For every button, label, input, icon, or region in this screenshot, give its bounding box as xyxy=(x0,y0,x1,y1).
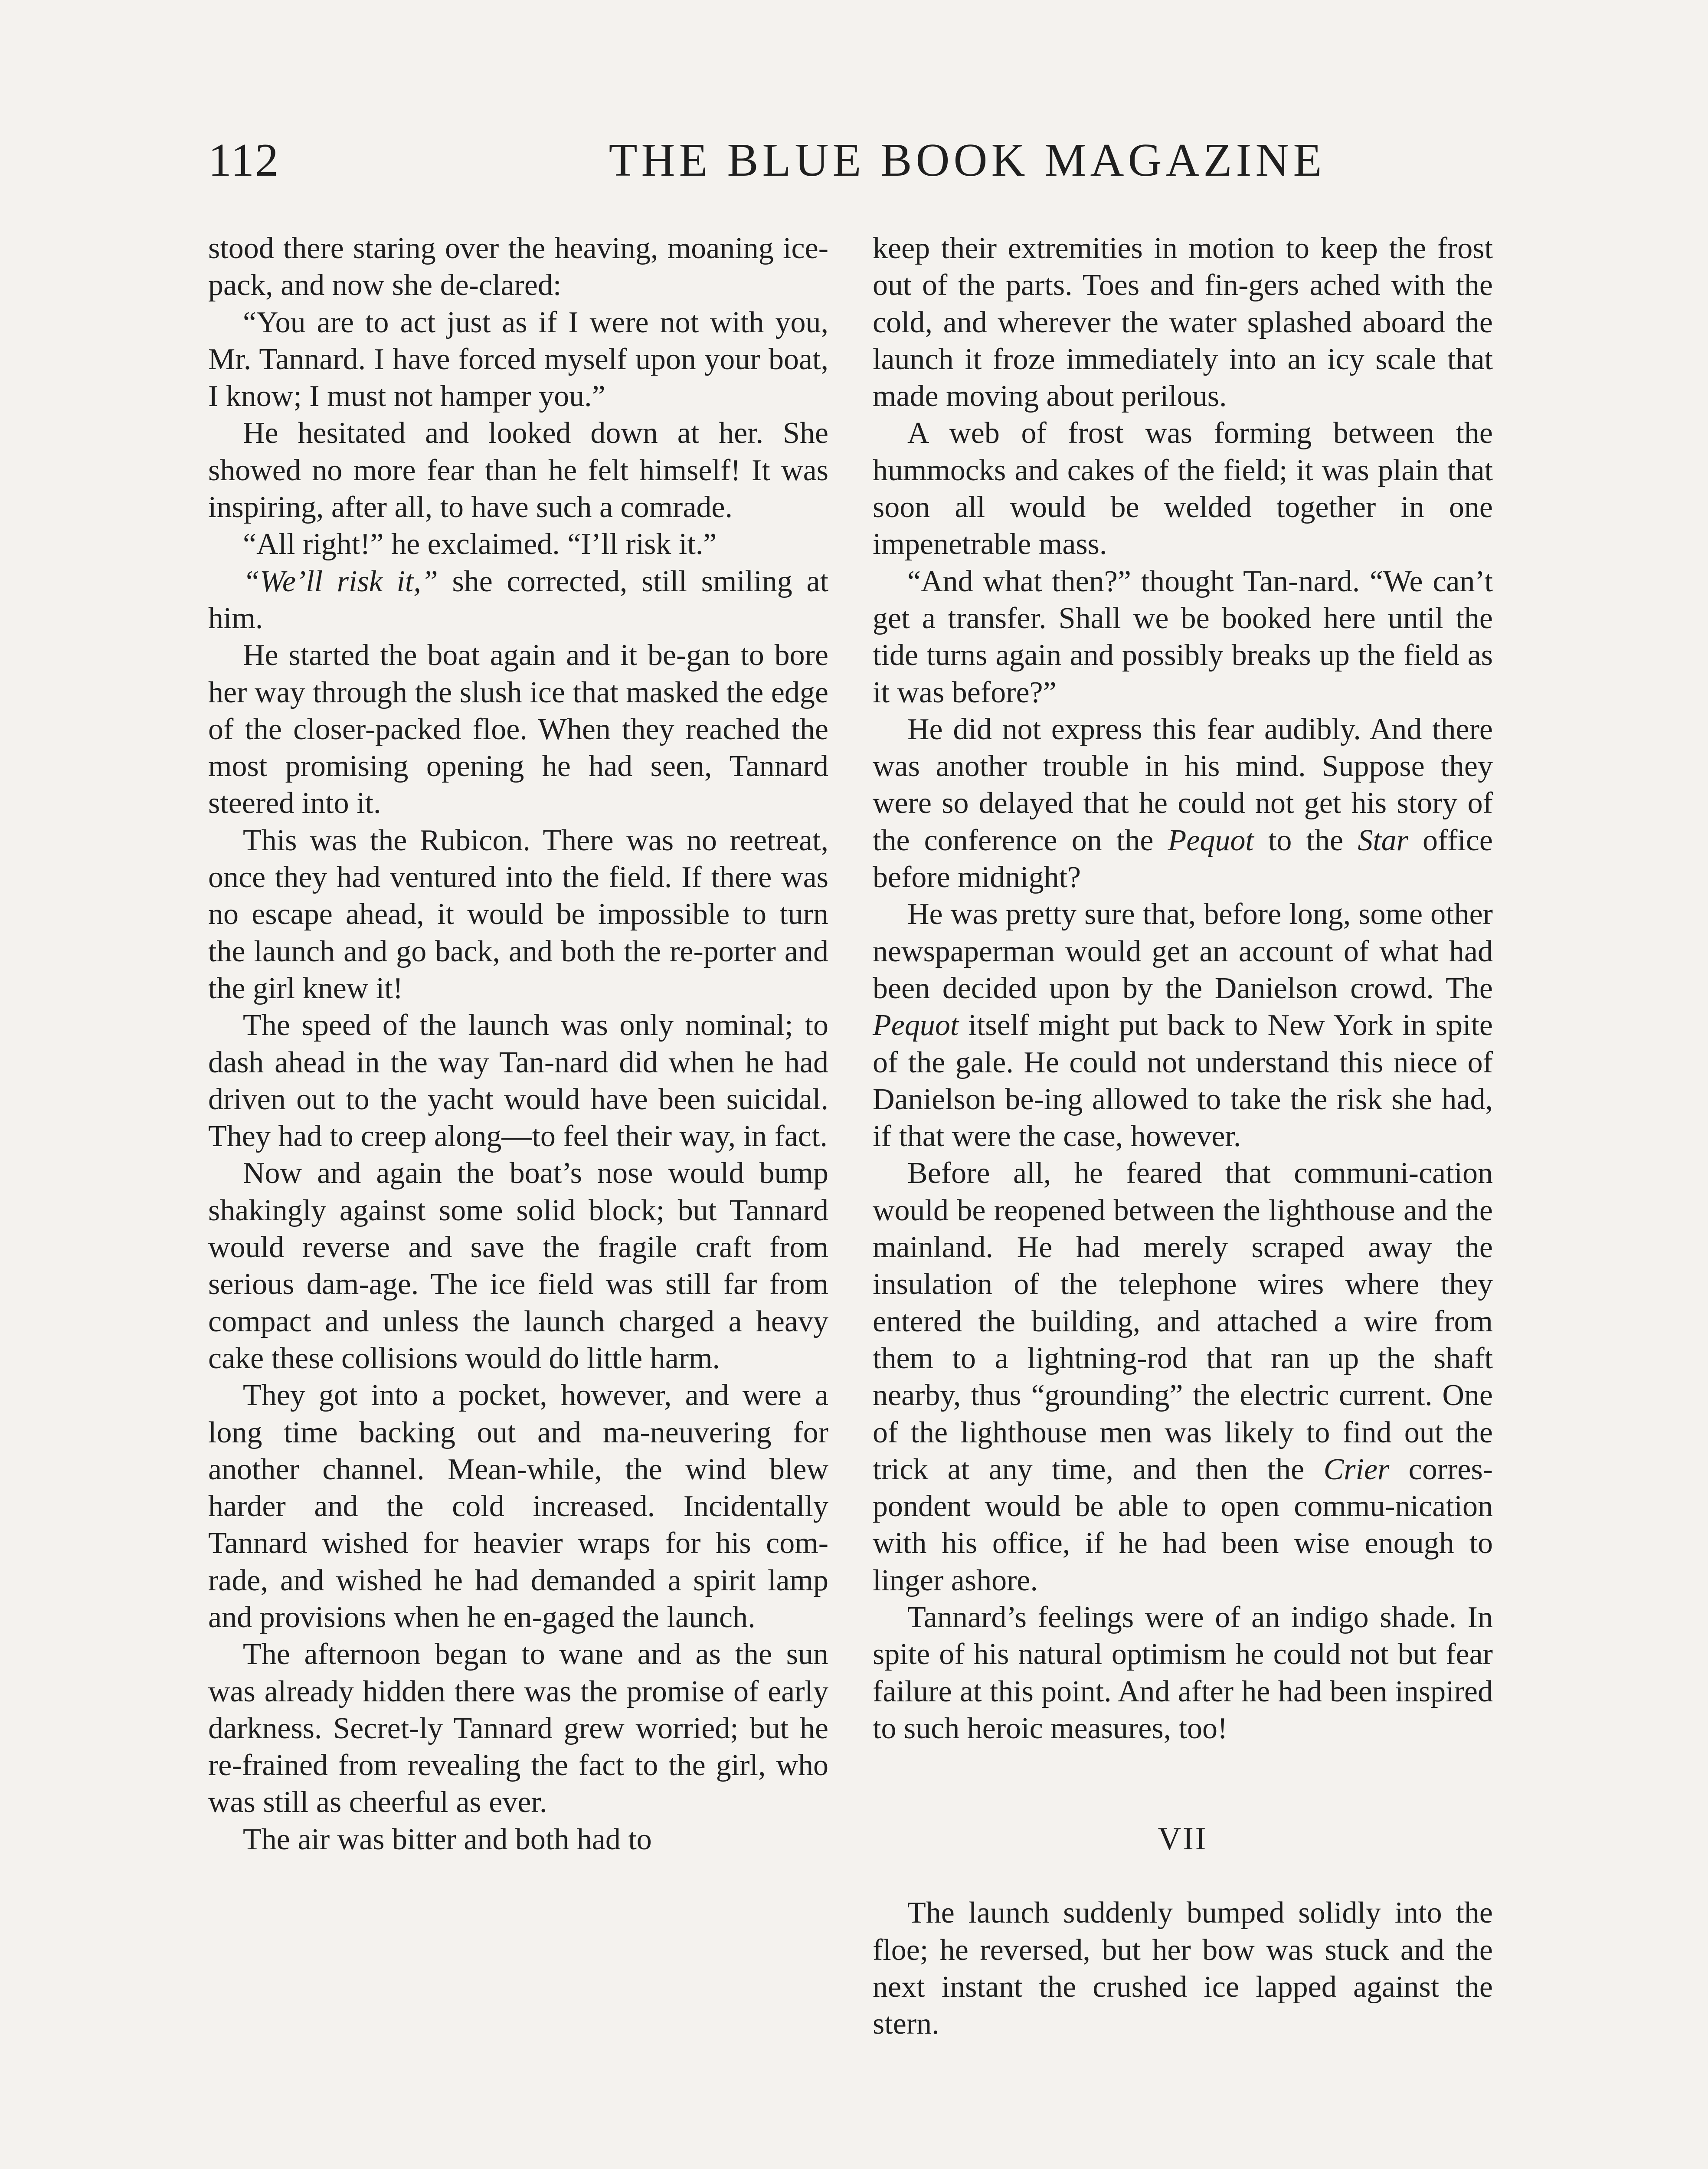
paragraph: The speed of the launch was only nominal; to dash ahead in the way Tan-nard did when he had driven out to the yacht would have been suicidal. They had to creep along—to feel their way, in fact. xyxy=(208,1009,828,1153)
paragraph: He started the boat again and it be-gan to bore her way through the slush ice that masked the edge of the closer-packed floe. When they reached the most promising opening he had seen, Tannard steered into it. xyxy=(208,639,828,820)
paragraph: The air was bitter and both had to xyxy=(243,1822,652,1856)
paragraph xyxy=(873,896,1493,1155)
ship-name-pequot: Pequot xyxy=(873,1009,959,1042)
paragraph-text: she corrected, still smiling at him. xyxy=(208,564,829,635)
paragraph-text: to the xyxy=(1253,823,1358,857)
paragraph-text: office before midnight? xyxy=(873,823,1493,894)
page-header xyxy=(208,126,1501,204)
paragraph-text: corres-pondent would be able to open commu-nication with his office, if he had been wise enough to linger ashore. xyxy=(873,1452,1493,1597)
ship-name-pequot: Pequot xyxy=(1168,823,1254,857)
paragraph: This was the Rubicon. There was no reetreat, once they had ventured into the field. If there was no escape ahead, it would be impossible to turn the launch and go back, and both the re-porter and the girl knew it! xyxy=(208,823,828,1005)
paragraph: stood there staring over the heaving, moaning ice-pack, and now she de-clared: xyxy=(208,232,828,302)
right-text-column xyxy=(873,230,1493,2043)
paragraph-text: He was pretty sure that, before long, some other newspaperman would get an account of what had been decided upon by the Danielson crowd. The xyxy=(873,898,1493,1005)
paragraph: “You are to act just as if I were not with you, Mr. Tannard. I have forced myself upon your boat, I know; I must not hamper you.” xyxy=(208,305,828,413)
paragraph-text: He did not express this fear audibly. And there was another trouble in his mind. Suppose they were so delayed that he could not get his story of the conference on the xyxy=(873,712,1493,857)
paragraph-text: itself might put back to New York in spite of the gale. He could not understand this niece of Danielson be-ing allowed to take the risk she had, if that were the case, however. xyxy=(873,1009,1493,1153)
paragraph: The launch suddenly bumped solidly into the floe; he reversed, but her bow was stuck and the next instant the crushed ice lapped against the stern. xyxy=(873,1896,1493,2041)
paragraph: keep their extremities in motion to keep the frost out of the parts. Toes and fin-gers ached with the cold, and wherever the water splashed aboard the launch it froze immediately into an icy scale that made moving about perilous. xyxy=(873,232,1493,413)
page-number: 112 xyxy=(208,134,279,186)
paragraph xyxy=(208,563,828,637)
newspaper-name-crier: Crier xyxy=(1323,1452,1390,1486)
paragraph: “And what then?” thought Tan-nard. “We can’t get a transfer. Shall we be booked here until the tide turns again and possibly breaks up the field as it was before?” xyxy=(873,564,1493,709)
paragraph: A web of frost was forming between the hummocks and cakes of the field; it was plain that soon all would be welded together in one impenetrable mass. xyxy=(873,416,1493,561)
paragraph xyxy=(873,711,1493,896)
paragraph-text: Before all, he feared that communi-cation would be reopened between the lighthouse and the mainland. He had merely scraped away the insulation of the telephone wires where they entered the building, and attached a wire from them to a lightning-rod that ran up the shaft nearby, thus “grounding” the electric current. One of the lighthouse men was likely to find out the trick at any time, and then the xyxy=(873,1157,1493,1486)
paragraph: He hesitated and looked down at her. She showed no more fear than he felt himself! It was inspiring, after all, to have such a comrade. xyxy=(208,416,828,524)
paragraph xyxy=(873,1155,1493,1599)
newspaper-name-star: Star xyxy=(1358,823,1408,857)
italic-text: “We’ll risk it,” xyxy=(243,564,438,598)
section-heading: VII xyxy=(1158,1821,1208,1857)
left-text-column xyxy=(208,230,828,1858)
magazine-title: THE BLUE BOOK MAGAZINE xyxy=(609,134,1326,186)
paragraph: The afternoon began to wane and as the sun was already hidden there was the promise of early darkness. Secret-ly Tannard grew worried; but he re-frained from revealing the fact to the girl, who was still as cheerful as ever. xyxy=(208,1638,828,1819)
paragraph: “All right!” he exclaimed. “I’ll risk it.” xyxy=(243,528,717,561)
paragraph: They got into a pocket, however, and were a long time backing out and ma-neuvering for another channel. Mean-while, the wind blew harder and the cold increased. Incidentally Tannard wished for heavier wraps for his com-rade, and wished he had demanded a spirit lamp and provisions when he en-gaged the launch. xyxy=(208,1379,828,1634)
paragraph: Tannard’s feelings were of an indigo shade. In spite of his natural optimism he could not but fear failure at this point. And after he had been inspired to such heroic measures, too! xyxy=(873,1600,1493,1745)
paragraph: Now and again the boat’s nose would bump shakingly against some solid block; but Tannard would reverse and save the fragile craft from serious dam-age. The ice field was still far from compact and unless the launch charged a heavy cake these collisions would do little harm. xyxy=(208,1157,828,1375)
